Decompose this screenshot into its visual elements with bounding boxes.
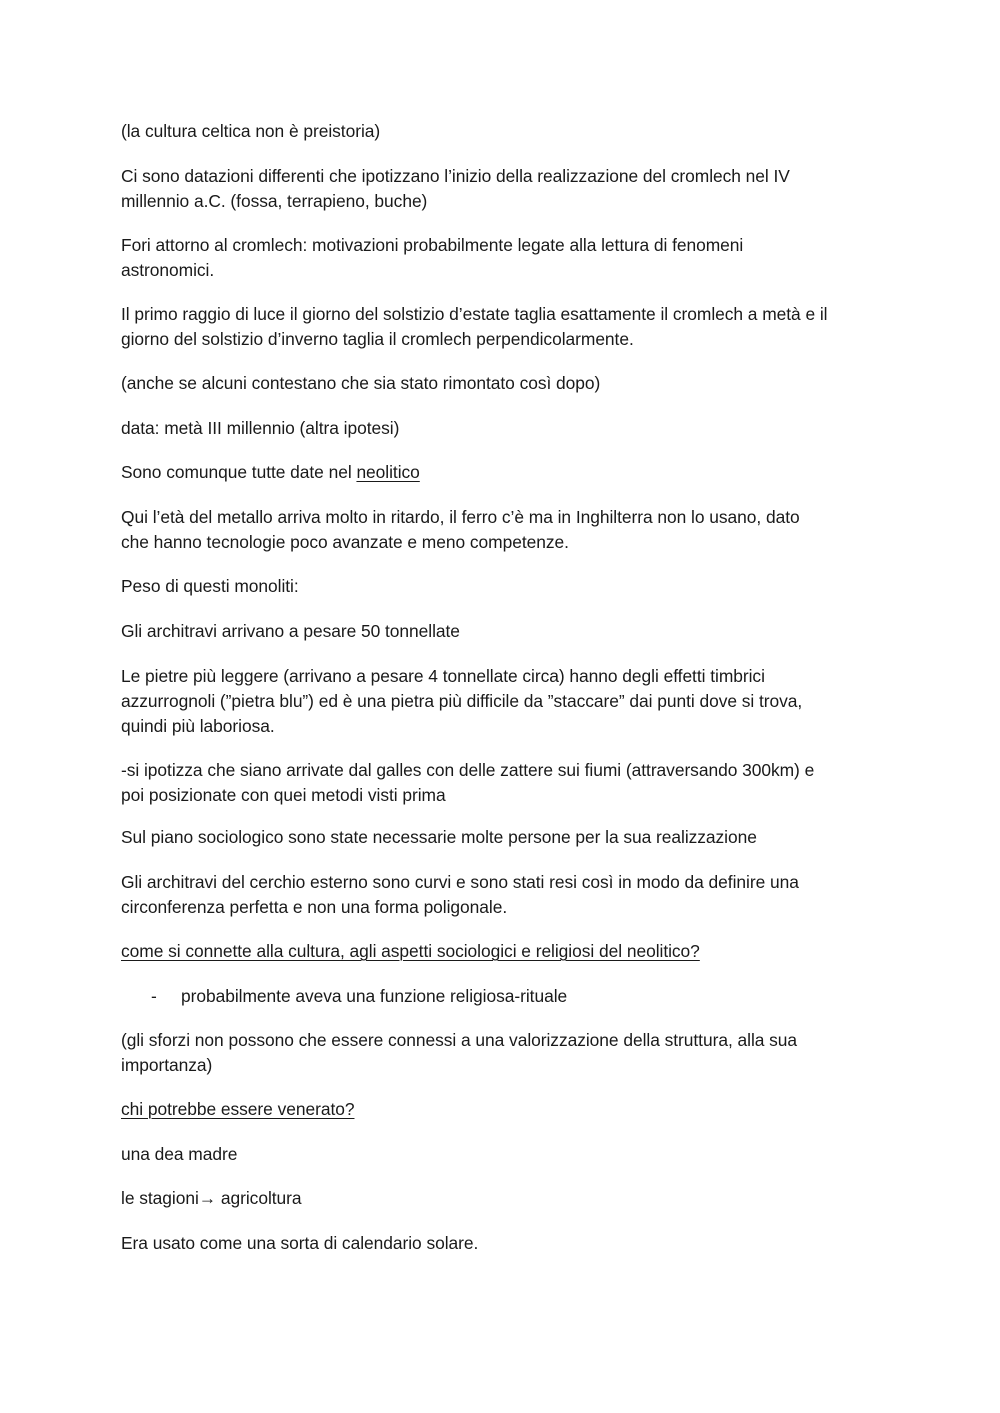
- paragraph-line: Sul piano sociologico sono state necessarie molte persone per la sua realizzazione: [121, 827, 757, 847]
- paragraph-line: giorno del solstizio d’inverno taglia il cromlech perpendicolarmente.: [121, 329, 634, 349]
- paragraph-line: data: metà III millennio (altra ipotesi): [121, 418, 400, 438]
- paragraph-line: Gli architravi del cerchio esterno sono curvi e sono stati resi così in modo da definire una: [121, 872, 799, 892]
- paragraph-line: Il primo raggio di luce il giorno del solstizio d’estate taglia esattamente il cromlech a metà e il: [121, 304, 828, 324]
- bullet-dash: -: [151, 986, 157, 1006]
- paragraph-line: circonferenza perfetta e non una forma poligonale.: [121, 897, 508, 917]
- paragraph-line: che hanno tecnologie poco avanzate e meno competenze.: [121, 532, 569, 552]
- paragraph-line: quindi più laboriosa.: [121, 716, 275, 736]
- paragraph-line: poi posizionate con quei metodi visti prima: [121, 785, 446, 805]
- paragraph-line: le stagioni→ agricoltura: [121, 1188, 302, 1208]
- paragraph-line: Era usato come una sorta di calendario solare.: [121, 1233, 479, 1253]
- paragraph-line: importanza): [121, 1055, 213, 1075]
- paragraph-line: azzurrognoli (”pietra blu”) ed è una pietra più difficile da ”staccare” dai punti dove si trova,: [121, 691, 803, 711]
- paragraph-line: una dea madre: [121, 1144, 238, 1164]
- paragraph-line: Qui l’età del metallo arriva molto in ritardo, il ferro c’è ma in Inghilterra non lo usano, dato: [121, 507, 800, 527]
- paragraph-line: (la cultura celtica non è preistoria): [121, 121, 381, 141]
- paragraph-line: Gli architravi arrivano a pesare 50 tonnellate: [121, 621, 460, 641]
- paragraph-line: Le pietre più leggere (arrivano a pesare 4 tonnellate circa) hanno degli effetti timbrici: [121, 666, 765, 686]
- paragraph-line: (anche se alcuni contestano che sia stato rimontato così dopo): [121, 373, 601, 393]
- paragraph-line: Ci sono datazioni differenti che ipotizzano l’inizio della realizzazione del cromlech nel IV: [121, 166, 790, 186]
- paragraph-line: millennio a.C. (fossa, terrapieno, buche): [121, 191, 428, 211]
- paragraph-line: (gli sforzi non possono che essere connessi a una valorizzazione della struttura, alla sua: [121, 1030, 798, 1050]
- paragraph-line: -si ipotizza che siano arrivate dal galles con delle zattere sui fiumi (attraversando 300km) e: [121, 760, 815, 780]
- underlined-question: come si connette alla cultura, agli aspetti sociologici e religiosi del neolitico?: [121, 941, 700, 961]
- text-span: Sono comunque tutte date nel: [121, 462, 357, 482]
- underlined-question: chi potrebbe essere venerato?: [121, 1099, 355, 1119]
- paragraph-line: Fori attorno al cromlech: motivazioni probabilmente legate alla lettura di fenomeni: [121, 235, 744, 255]
- bullet-text: probabilmente aveva una funzione religiosa-rituale: [181, 986, 568, 1006]
- paragraph-line: [121, 460, 420, 485]
- underlined-term: neolitico: [356, 462, 420, 482]
- paragraph-line: astronomici.: [121, 260, 215, 280]
- paragraph-line: Peso di questi monoliti:: [121, 576, 299, 596]
